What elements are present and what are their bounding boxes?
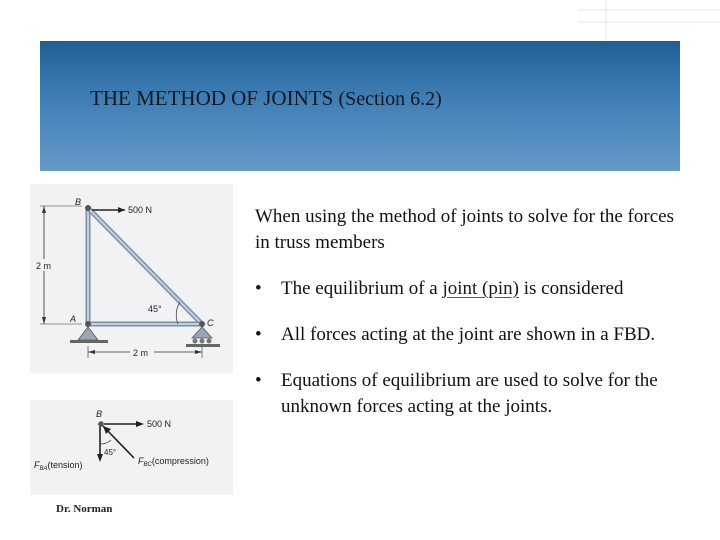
joint-a-label: A <box>70 314 77 324</box>
joint-pin-link[interactable]: joint (pin) <box>442 278 519 299</box>
joint-b-label: B <box>75 197 82 207</box>
intro-text: When using the method of joints to solve for the forces in truss members <box>255 206 674 253</box>
bullet-marker: • <box>255 278 262 299</box>
bullet-marker: • <box>255 370 262 391</box>
bullet-marker: • <box>255 324 262 345</box>
height-label: 2 m <box>36 261 52 271</box>
angle-label: 45° <box>148 304 162 314</box>
bullet-item: • Equations of equilibrium are used to solve for the unknown forces acting at the joints. <box>255 370 658 417</box>
truss-figure <box>30 184 233 373</box>
fbc-label: $F_{BC}(compression)$ <box>138 456 209 468</box>
fba-label: $F_{BA}(tension)$ <box>34 460 83 472</box>
width-label: 2 m <box>133 348 149 358</box>
bullet-item: • All forces acting at the joint are shown in a FBD. <box>255 322 675 348</box>
joint-c-label: C <box>207 318 214 328</box>
fbd-joint-b-label: B <box>96 409 103 419</box>
slide-title <box>90 86 630 111</box>
fbd-angle-label: 45° <box>104 448 117 457</box>
footer-author: Dr. Norman <box>56 503 113 515</box>
bullet-list <box>255 276 675 440</box>
title-section: (Section 6.2) <box>338 88 442 110</box>
fbd-figure <box>30 400 233 495</box>
title-main: THE METHOD OF JOINTS <box>90 86 334 110</box>
bullet-item: • The equilibrium of a joint (pin) is considered <box>255 276 675 302</box>
force-label: 500 N <box>128 205 153 215</box>
fbd-force-label: 500 N <box>147 419 172 429</box>
